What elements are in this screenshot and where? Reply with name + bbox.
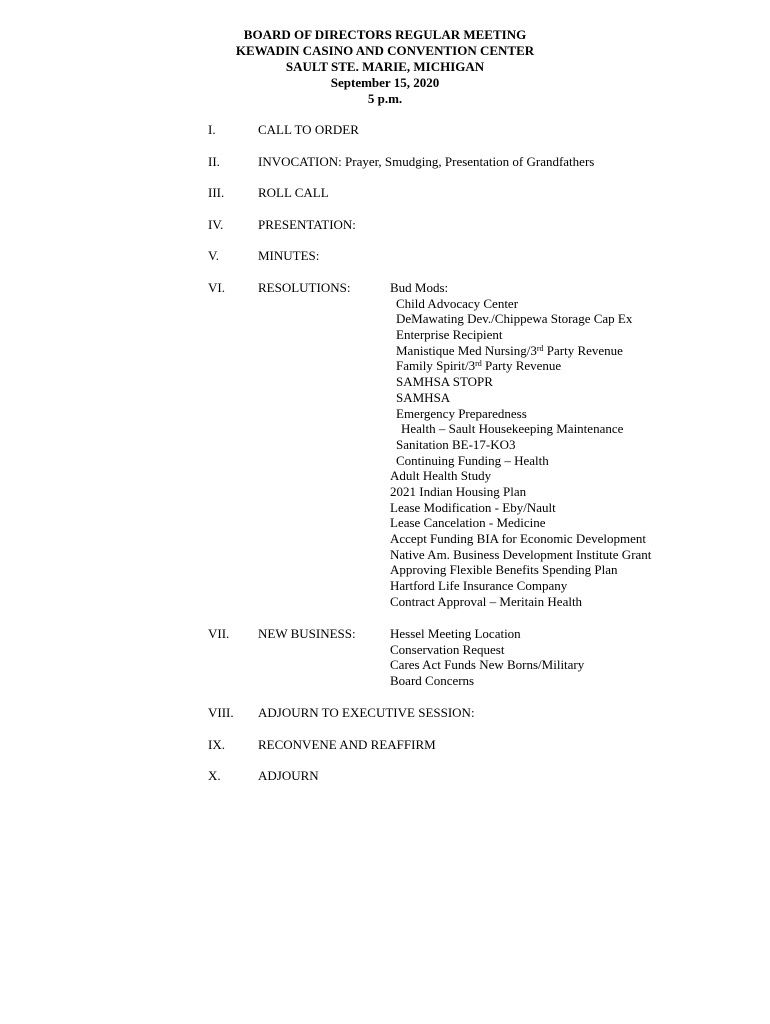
item-numeral: VIII.: [208, 705, 234, 720]
list-item: Emergency Preparedness: [396, 405, 527, 421]
list-item-text: Party Revenue: [543, 342, 623, 358]
list-item: [390, 343, 651, 359]
agenda-item-roll-call: [0, 185, 770, 203]
item-numeral: IV.: [208, 217, 224, 232]
list-item: Approving Flexible Benefits Spending Plan: [390, 562, 618, 578]
header-venue: KEWADIN CASINO AND CONVENTION CENTER: [235, 43, 535, 58]
agenda-item-invocation: [0, 154, 770, 172]
list-item: Continuing Funding – Health: [396, 452, 549, 468]
list-item: SAMHSA: [396, 389, 451, 405]
superscript: rd: [475, 359, 482, 369]
list-item: Adult Health Study: [390, 468, 492, 484]
list-item: Conservation Request: [390, 641, 505, 657]
item-label: ROLL CALL: [258, 185, 329, 200]
list-item: Sanitation BE-17-KO3: [396, 436, 516, 452]
agenda-item-adjourn: [0, 768, 770, 786]
item-numeral: III.: [208, 185, 225, 200]
list-item: Contract Approval – Meritain Health: [390, 593, 583, 609]
header-time: 5 p.m.: [367, 91, 403, 106]
list-item: [390, 358, 651, 374]
resolutions-list: [390, 280, 651, 609]
list-item: Board Concerns: [390, 673, 475, 689]
list-item: DeMawating Dev./Chippewa Storage Cap Ex: [396, 311, 633, 327]
item-label: RECONVENE AND REAFFIRM: [258, 737, 436, 752]
list-item-text: Party Revenue: [481, 358, 562, 374]
list-item: 2021 Indian Housing Plan: [390, 483, 527, 499]
item-label: PRESENTATION:: [258, 217, 356, 232]
list-item: Child Advocacy Center: [396, 295, 519, 311]
list-item: Lease Modification - Eby/Nault: [390, 499, 556, 515]
item-label: NEW BUSINESS:: [258, 626, 356, 641]
list-item-text: Family Spirit/3: [396, 358, 476, 374]
item-numeral: I.: [208, 122, 216, 137]
agenda-item-executive-session: [0, 705, 770, 723]
item-numeral: V.: [208, 248, 219, 263]
item-numeral: VII.: [208, 626, 230, 641]
meeting-header: [0, 27, 770, 107]
new-business-list: [390, 626, 584, 689]
agenda-item-resolutions: [0, 280, 770, 298]
agenda-item-presentation: [0, 217, 770, 235]
list-item: Enterprise Recipient: [396, 327, 503, 343]
agenda-item-minutes: [0, 248, 770, 266]
item-numeral: IX.: [208, 737, 225, 752]
item-numeral: X.: [208, 768, 221, 783]
header-location: SAULT STE. MARIE, MICHIGAN: [285, 59, 485, 74]
item-numeral: II.: [208, 154, 220, 169]
header-date: September 15, 2020: [330, 75, 440, 90]
item-numeral: VI.: [208, 280, 225, 295]
list-item: Accept Funding BIA for Economic Development: [390, 531, 646, 546]
list-item-text: Manistique Med Nursing/3: [396, 342, 537, 358]
item-label: ADJOURN TO EXECUTIVE SESSION:: [258, 705, 475, 720]
list-item: Health – Sault Housekeeping Maintenance: [401, 421, 624, 437]
item-label: ADJOURN: [258, 768, 319, 783]
superscript: rd: [536, 343, 544, 353]
list-item: Lease Cancelation - Medicine: [390, 515, 546, 531]
list-item: Cares Act Funds New Borns/Military: [390, 657, 585, 673]
list-item: Hartford Life Insurance Company: [390, 578, 568, 594]
list-item: Hessel Meeting Location: [390, 626, 521, 641]
agenda-item-new-business: [0, 626, 770, 644]
item-label: CALL TO ORDER: [258, 122, 359, 137]
item-label: MINUTES:: [258, 248, 320, 263]
list-item: SAMHSA STOPR: [396, 374, 493, 390]
agenda-item-call-to-order: [0, 122, 770, 140]
item-label: RESOLUTIONS:: [258, 280, 351, 295]
list-item: Native Am. Business Development Institute Grant: [390, 546, 652, 562]
header-title: BOARD OF DIRECTORS REGULAR MEETING: [243, 27, 527, 42]
item-label: INVOCATION: Prayer, Smudging, Presentation of Grandfathers: [258, 154, 595, 169]
agenda-item-reconvene: [0, 737, 770, 755]
list-item: Bud Mods:: [390, 280, 449, 295]
